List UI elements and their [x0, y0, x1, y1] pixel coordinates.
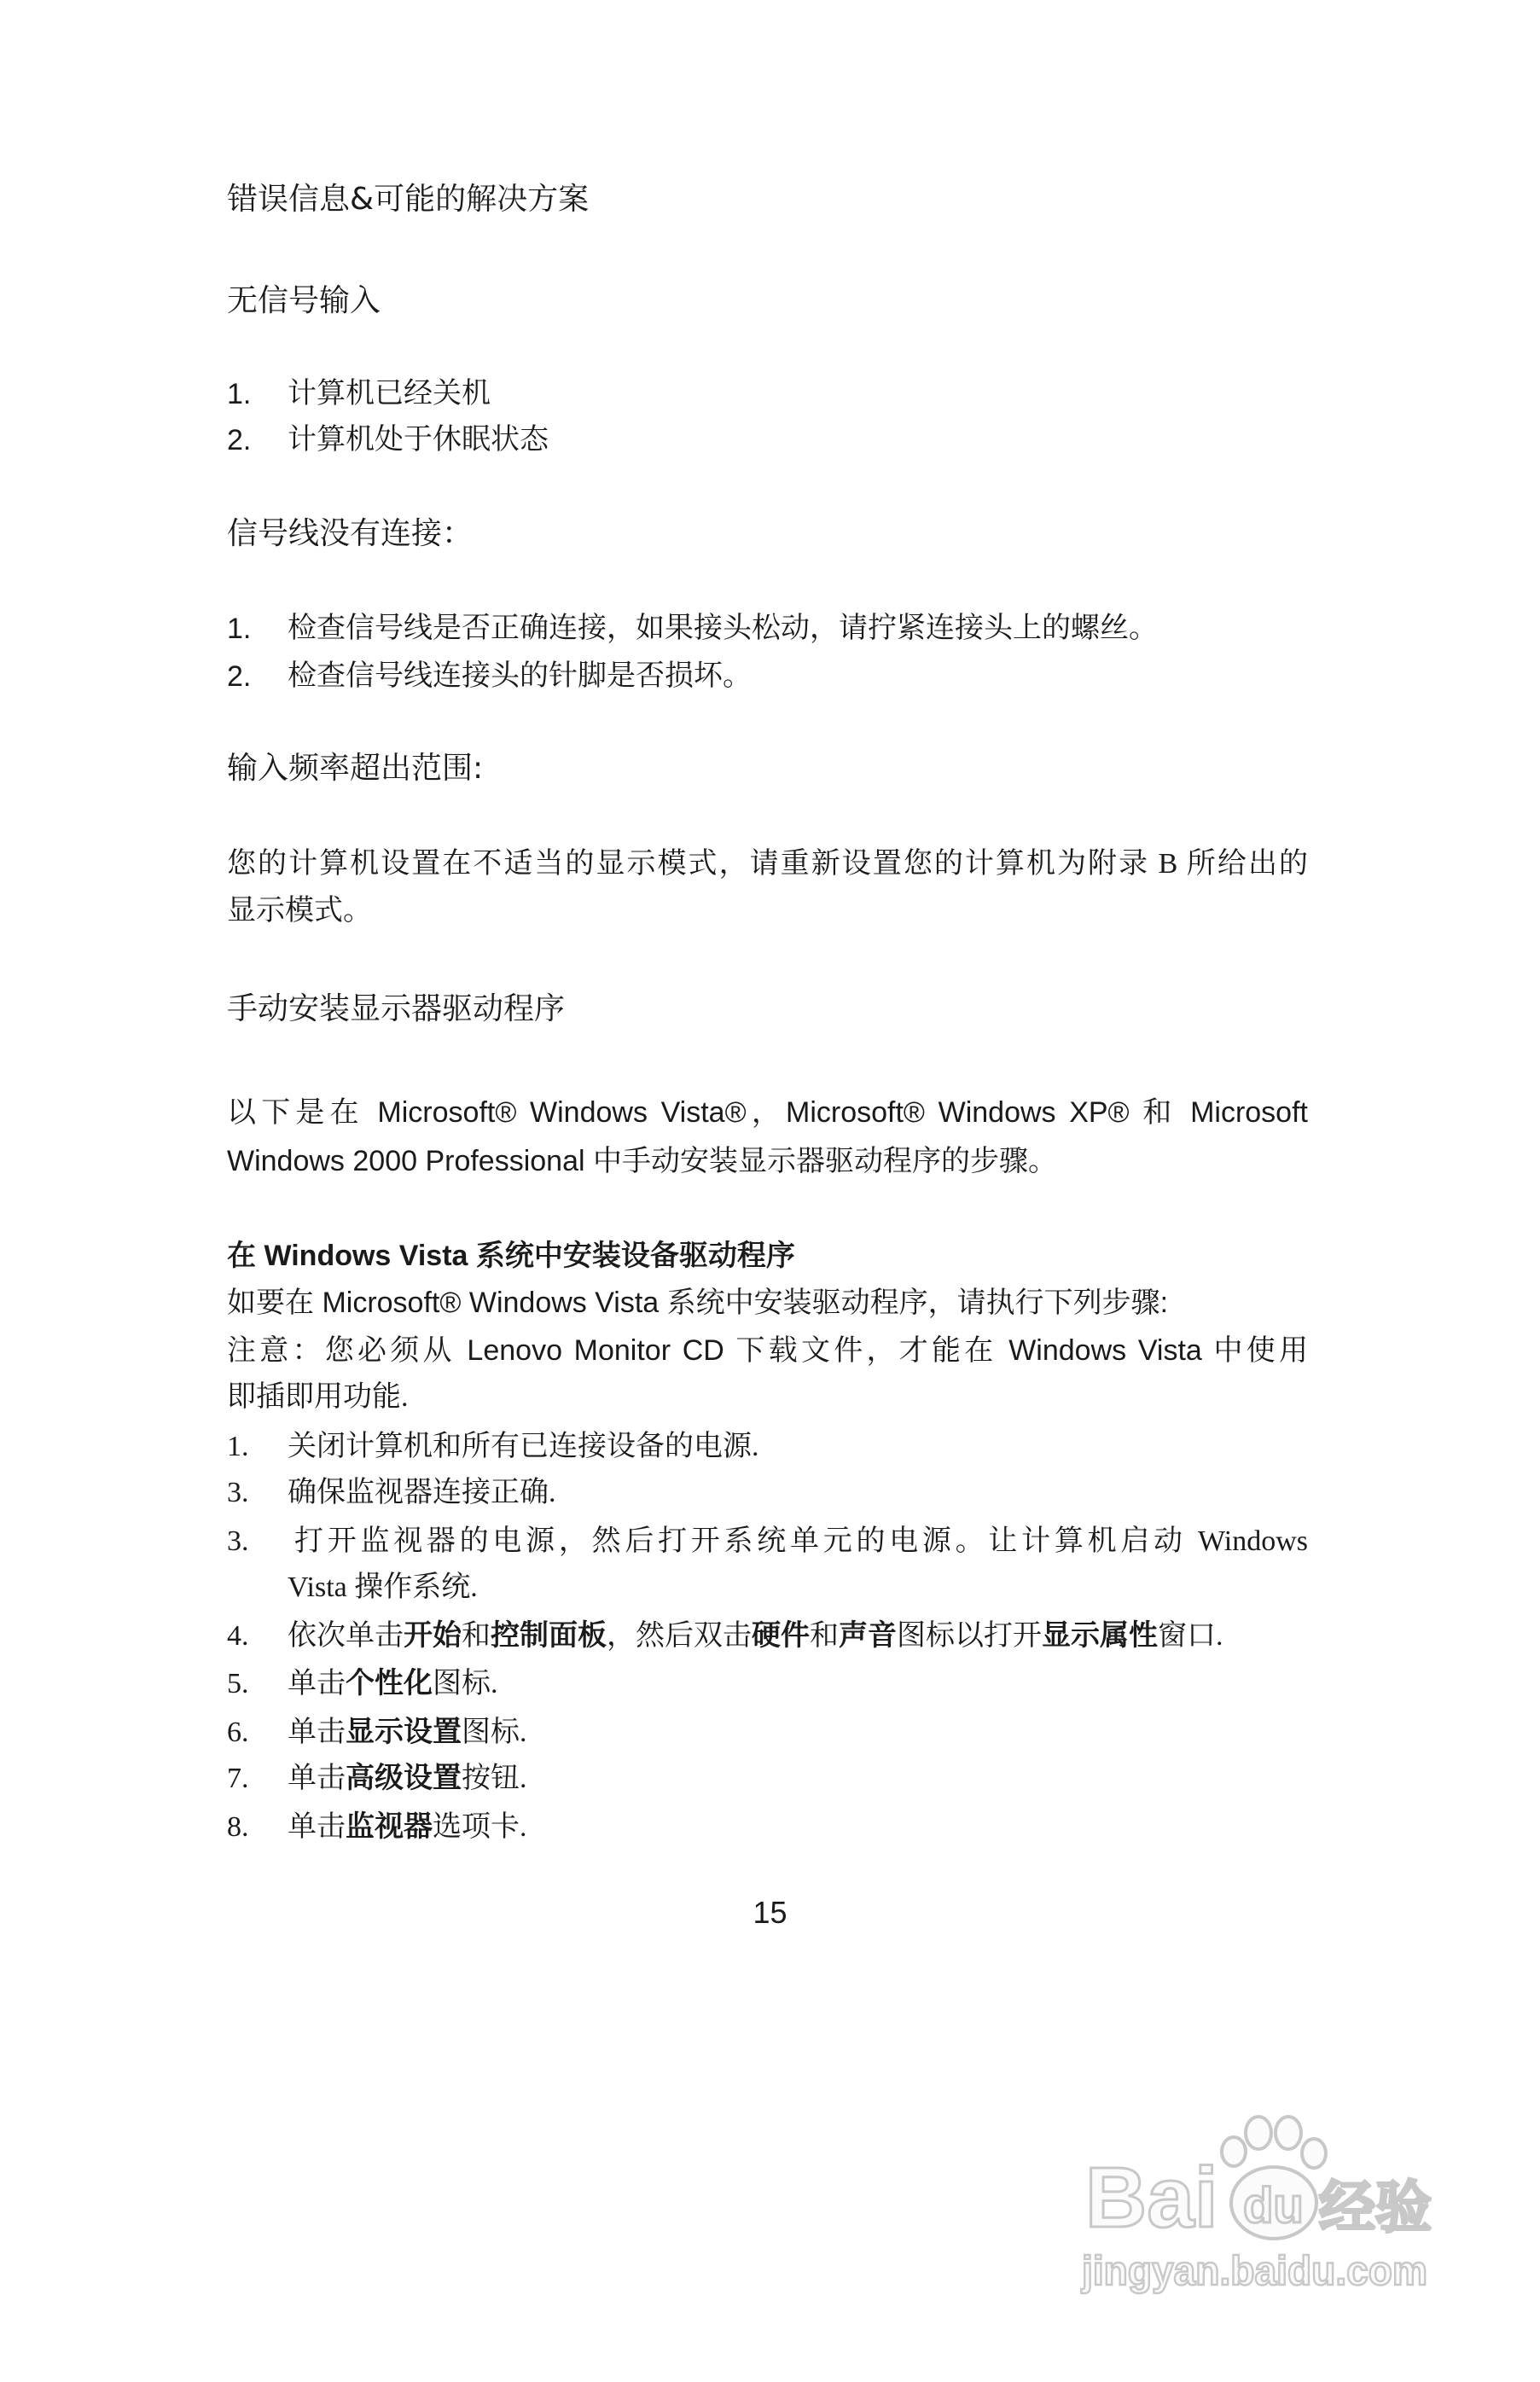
list-number: 1. [227, 613, 252, 645]
step-text [288, 1619, 1223, 1653]
step-text-part: 按钮. [462, 1763, 527, 1794]
step-text: Vista 操作系统. [288, 1572, 478, 1603]
step-number: 6. [227, 1717, 249, 1748]
step-item [227, 1667, 1308, 1701]
list-text: 检查信号线是否正确连接，如果接头松动，请拧紧连接头上的螺丝。 [288, 613, 1158, 644]
step-number: 4. [227, 1620, 249, 1652]
step-text [288, 1667, 498, 1701]
step-item [227, 1619, 1308, 1653]
step-text-part: 单击 [288, 1811, 346, 1843]
step-number: 5. [227, 1668, 249, 1699]
step-number: 8. [227, 1811, 249, 1843]
step-number: 3. [227, 1525, 249, 1557]
step-text-part: 单击 [288, 1763, 346, 1794]
step-text-part: 图标. [462, 1717, 527, 1748]
paragraph-line: Windows 2000 Professional 中手动安装显示器驱动程序的步骤。 [227, 1145, 1057, 1177]
list-text: 计算机处于休眠状态 [288, 424, 549, 456]
section-title-errors: 错误信息&可能的解决方案 [227, 182, 590, 217]
step-text: 确保监视器连接正确. [288, 1477, 556, 1508]
list-number: 2. [227, 660, 252, 693]
step-text-part: ，然后双击 [607, 1620, 752, 1652]
ui-term-display-settings: 显示设置 [346, 1717, 462, 1748]
step-item [227, 1525, 1308, 1559]
section-title-driver-install: 手动安装显示器驱动程序 [227, 991, 566, 1026]
list-item [227, 377, 1308, 411]
step-text-part: 单击 [288, 1717, 346, 1748]
step-text-part: 和 [462, 1620, 491, 1652]
step-item [227, 1716, 1308, 1750]
ui-term-monitor-tab: 监视器 [346, 1811, 433, 1843]
step-text-part: 选项卡. [433, 1811, 527, 1843]
step-text-part: 图标以打开 [897, 1620, 1042, 1652]
ui-term-control-panel: 控制面板 [491, 1620, 607, 1652]
watermark-url: jingyan.baidu.com [1081, 2249, 1427, 2294]
step-text [288, 1716, 527, 1750]
ui-term-display-properties: 显示属性 [1042, 1620, 1158, 1652]
heading-vista-install: 在 Windows Vista 系统中安装设备驱动程序 [227, 1240, 795, 1272]
step-text: 打开监视器的电源，然后打开系统单元的电源。让计算机启动 Windows [294, 1525, 1308, 1557]
heading-frequency-out-of-range: 输入频率超出范围: [227, 751, 484, 786]
paragraph-line: 显示模式。 [227, 895, 372, 927]
step-item [227, 1762, 1308, 1796]
list-text: 计算机已经关机 [288, 378, 491, 410]
ui-term-advanced-settings: 高级设置 [346, 1763, 462, 1794]
step-text-part: 单击 [288, 1668, 346, 1699]
step-item [227, 1810, 1308, 1845]
note-line: 即插即用功能. [227, 1381, 409, 1413]
paragraph-line: 以下是在 Microsoft® Windows Vista®，Microsoft® Windows XP® 和 Microsoft [227, 1096, 1308, 1129]
step-text [288, 1810, 527, 1845]
step-number: 7. [227, 1763, 249, 1794]
step-text-part: 和 [810, 1620, 839, 1652]
watermark-brand-du: du [1243, 2178, 1304, 2234]
step-text-part: 窗口. [1158, 1620, 1223, 1652]
paragraph-line: 如要在 Microsoft® Windows Vista 系统中安装驱动程序，请执行下列步骤: [227, 1287, 1169, 1319]
baidu-jingyan-watermark [1066, 2099, 1450, 2321]
step-continuation [227, 1571, 1308, 1605]
ui-term-sound: 声音 [839, 1620, 897, 1652]
watermark-brand-text: Bai [1085, 2150, 1218, 2245]
step-text-part: 图标. [433, 1668, 498, 1699]
list-item [227, 423, 1308, 457]
step-item [227, 1476, 1308, 1510]
step-text: 关闭计算机和所有已连接设备的电源. [288, 1431, 759, 1462]
step-number: 3. [227, 1477, 249, 1508]
list-item [227, 659, 1308, 694]
ui-term-personalize: 个性化 [346, 1668, 433, 1699]
step-text-part: 依次单击 [288, 1620, 404, 1652]
ui-term-hardware: 硬件 [752, 1620, 810, 1652]
list-number: 1. [227, 378, 252, 410]
note-line: 注意：您必须从 Lenovo Monitor CD 下载文件，才能在 Windows Vista 中使用 [227, 1334, 1308, 1367]
step-item [227, 1430, 1308, 1464]
step-number: 1. [227, 1431, 249, 1462]
paragraph-line: 您的计算机设置在不适当的显示模式，请重新设置您的计算机为附录 B 所给出的 [227, 848, 1308, 880]
heading-cable-not-connected: 信号线没有连接： [227, 516, 474, 551]
watermark-brand-cn: 经验 [1319, 2175, 1432, 2240]
heading-no-signal: 无信号输入 [227, 283, 381, 318]
list-item [227, 612, 1308, 646]
list-number: 2. [227, 424, 252, 456]
step-text [288, 1762, 527, 1796]
list-text: 检查信号线连接头的针脚是否损坏。 [288, 660, 752, 692]
page-number: 15 [753, 1895, 787, 1930]
ui-term-start: 开始 [404, 1620, 462, 1652]
